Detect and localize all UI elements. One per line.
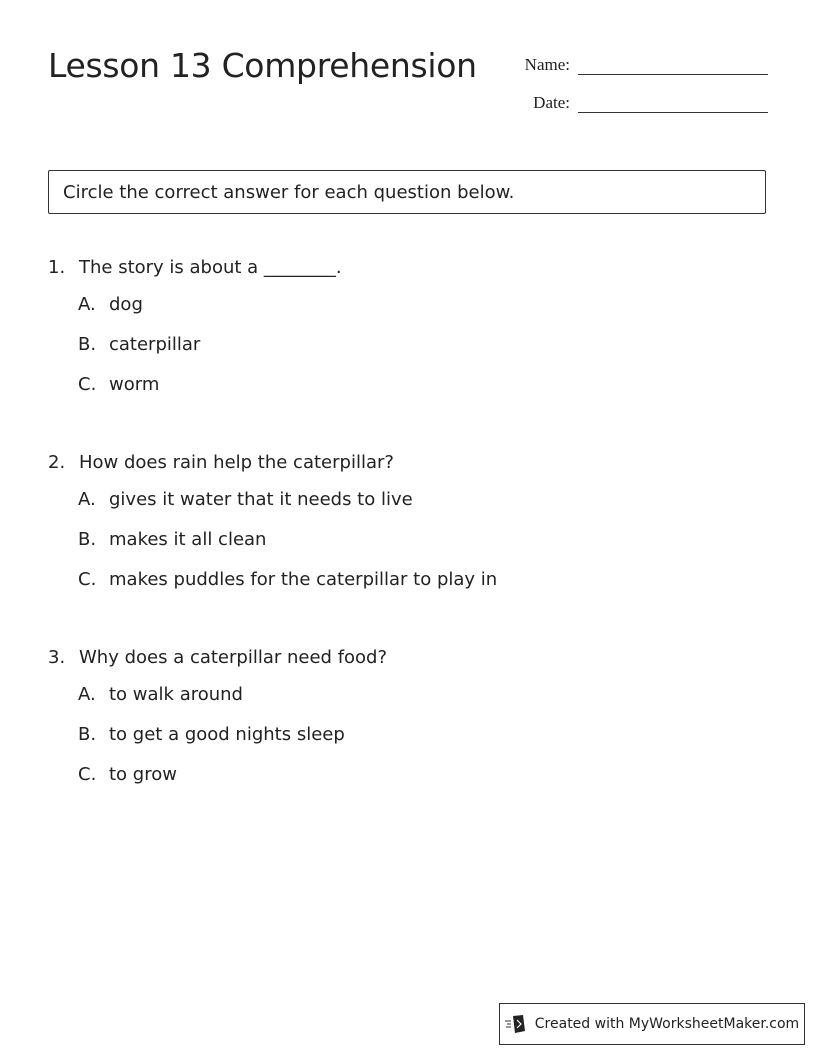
- choice-list: [78, 294, 342, 414]
- choice-letter: A.: [78, 684, 96, 705]
- instructions-text: Circle the correct answer for each question below.: [63, 181, 515, 203]
- choice-letter: C.: [78, 374, 97, 395]
- question-number: 1.: [48, 257, 66, 278]
- question-text: How does rain help the caterpillar?: [79, 452, 394, 473]
- credit-badge: [499, 1003, 805, 1045]
- choice-text: gives it water that it needs to live: [109, 489, 413, 510]
- choice-text: to walk around: [109, 684, 243, 705]
- choice-letter: C.: [78, 764, 97, 785]
- question-text: Why does a caterpillar need food?: [79, 647, 388, 668]
- question-number: 2.: [48, 452, 66, 473]
- choice-text: to grow: [109, 764, 177, 785]
- question-text: The story is about a ________.: [79, 257, 342, 278]
- question-3: [48, 647, 387, 804]
- credit-text: Created with MyWorksheetMaker.com: [534, 1016, 800, 1032]
- date-label: Date:: [533, 93, 570, 112]
- name-label: Name:: [524, 55, 570, 74]
- choice-text: worm: [109, 374, 160, 395]
- choice-item: [78, 374, 342, 414]
- choice-item: [78, 569, 497, 609]
- choice-letter: B.: [78, 529, 97, 550]
- question-1: [48, 257, 342, 414]
- choice-letter: A.: [78, 294, 96, 315]
- choice-item: [78, 684, 387, 724]
- date-field: [508, 92, 768, 113]
- question-2: [48, 452, 497, 609]
- choice-list: [78, 489, 497, 609]
- choice-text: makes puddles for the caterpillar to play in: [109, 569, 498, 590]
- choice-letter: B.: [78, 724, 97, 745]
- choice-text: to get a good nights sleep: [109, 724, 345, 745]
- page-title: Lesson 13 Comprehension: [48, 46, 477, 85]
- name-line: [578, 54, 768, 75]
- instructions-box: [48, 170, 766, 214]
- choice-letter: A.: [78, 489, 96, 510]
- choice-item: [78, 724, 387, 764]
- choice-text: dog: [109, 294, 143, 315]
- choice-item: [78, 489, 497, 529]
- choice-text: makes it all clean: [109, 529, 267, 550]
- choice-text: caterpillar: [109, 334, 201, 355]
- choice-letter: B.: [78, 334, 97, 355]
- choice-item: [78, 529, 497, 569]
- choice-item: [78, 764, 387, 804]
- choice-item: [78, 294, 342, 334]
- choice-item: [78, 334, 342, 374]
- name-field: [508, 54, 768, 75]
- worksheet-logo-icon: [505, 1014, 527, 1034]
- date-line: [578, 92, 768, 113]
- choice-list: [78, 684, 387, 804]
- choice-letter: C.: [78, 569, 97, 590]
- question-number: 3.: [48, 647, 66, 668]
